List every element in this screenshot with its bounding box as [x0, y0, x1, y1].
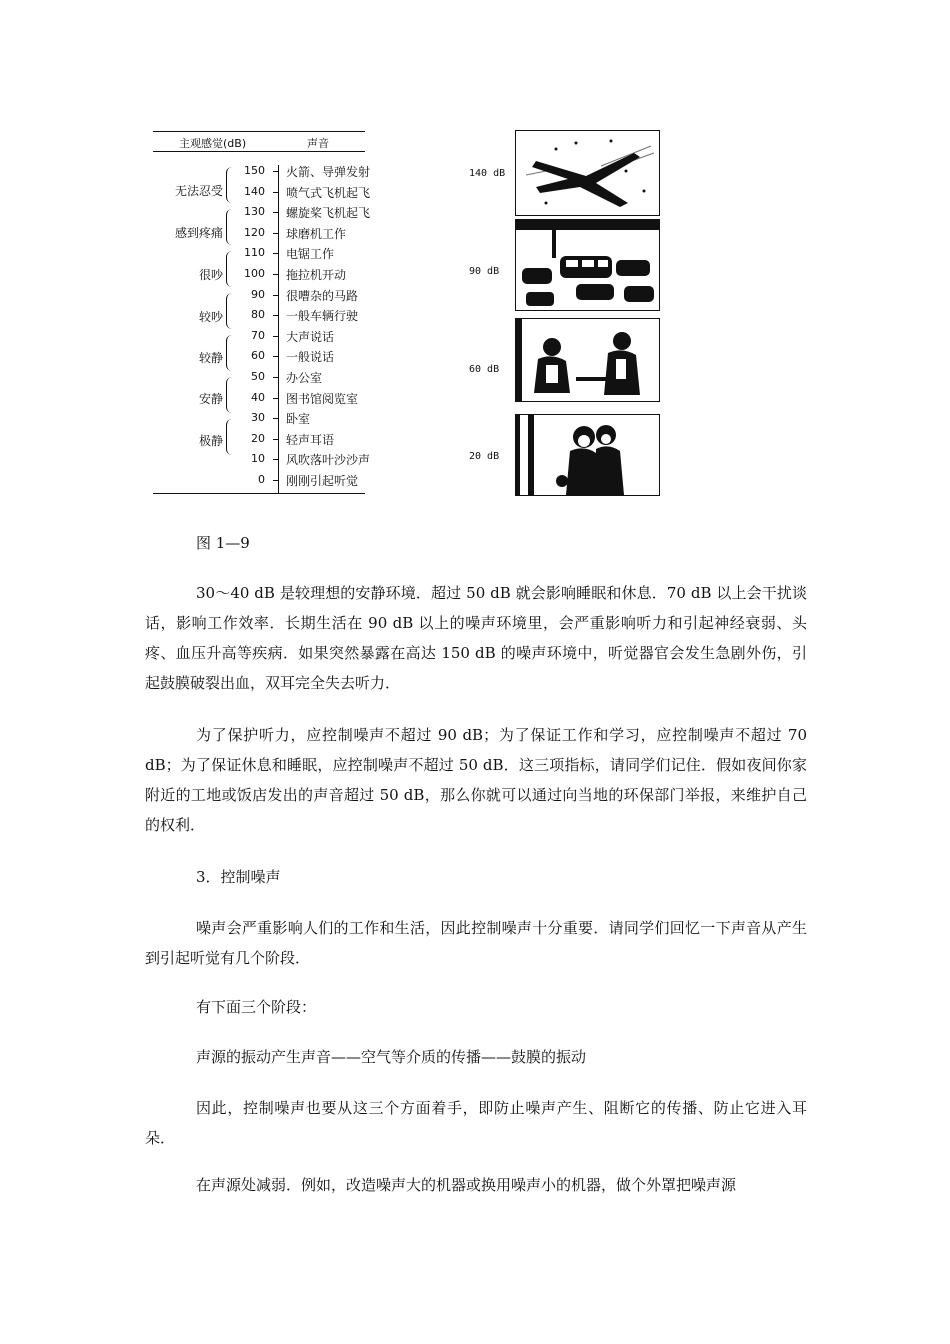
brace-group [226, 209, 235, 245]
sound-source: 电锯工作 [286, 247, 335, 262]
feeling-label: 感到疼痛 [174, 226, 223, 240]
whispering-couple-illustration [515, 414, 660, 496]
brace-group [226, 419, 235, 455]
sound-source: 很嘈杂的马路 [286, 288, 359, 303]
db-value: 90 [251, 287, 265, 301]
db-value: 10 [251, 452, 265, 466]
db-value: 150 [244, 164, 265, 177]
sound-source: 卧室 [286, 412, 311, 427]
illustration-label: 60 dB [469, 364, 500, 375]
db-value: 30 [251, 411, 265, 425]
sound-source: 风吹落叶沙沙声 [286, 453, 371, 468]
table-bottom-rule [153, 493, 365, 494]
scale-tick [273, 192, 279, 193]
db-value: 100 [244, 267, 265, 280]
sound-source: 轻声耳语 [286, 432, 335, 447]
scale-tick [273, 480, 279, 481]
db-value: 140 [244, 184, 265, 198]
people-talking-illustration [515, 318, 660, 402]
db-value: 130 [244, 205, 265, 219]
brace-group [226, 251, 235, 287]
sound-source: 螺旋桨飞机起飞 [286, 206, 371, 221]
busy-traffic-illustration [515, 219, 660, 311]
db-value: 20 [251, 431, 265, 445]
db-value: 50 [251, 370, 265, 383]
jet-airplane-illustration [515, 130, 660, 216]
scale-axis [278, 165, 279, 494]
brace-group [226, 293, 235, 329]
header-feeling: 主观感觉(dB) [179, 137, 247, 150]
scale-tick [273, 171, 279, 172]
sound-source: 办公室 [286, 371, 323, 385]
scale-tick [273, 212, 279, 213]
feeling-label: 很吵 [198, 268, 223, 282]
illustration-label: 90 dB [469, 266, 500, 277]
scale-tick [273, 418, 279, 419]
sound-source: 拖拉机开动 [286, 268, 347, 282]
db-value: 120 [244, 225, 265, 239]
illustration-label: 140 dB [469, 168, 506, 179]
scale-tick [273, 356, 279, 357]
sound-source: 一般车辆行驶 [286, 309, 359, 324]
paragraph: 30～40 dB 是较理想的安静环境．超过 50 dB 就会影响睡眠和休息．70 dB 以上会干扰谈话，影响工作效率．长期生活在 90 dB 以上的噪声环境里，会严重影响听力和引起神经衰弱、头疼、血压升高等疾病．如果突然暴露在高达 150 dB 的噪声环境中，听觉器官会发生急剧外伤，引起鼓膜破裂出血，双耳完全失去听力． [145, 584, 807, 692]
sound-source: 球磨机工作 [286, 226, 347, 241]
table-top-rule [153, 131, 365, 132]
sound-source: 喷气式飞机起飞 [286, 185, 371, 200]
paragraph: 因此，控制噪声也要从这三个方面着手，即防止噪声产生、阻断它的传播、防止它进入耳朵． [145, 1099, 807, 1147]
db-value: 40 [251, 390, 265, 404]
brace-group [226, 167, 235, 203]
figure-caption: 图 1—9 [196, 534, 250, 552]
scale-tick [273, 377, 279, 378]
paragraph: 噪声会严重影响人们的工作和生活，因此控制噪声十分重要．请同学们回忆一下声音从产生到引起听觉有几个阶段． [145, 919, 807, 967]
feeling-label: 极静 [198, 434, 223, 448]
sound-source: 一般说话 [286, 350, 335, 365]
sound-source: 火箭、导弹发射 [286, 165, 371, 179]
feeling-label: 较静 [198, 351, 223, 365]
scale-tick [273, 233, 279, 234]
paragraph: 在声源处减弱．例如，改造噪声大的机器或换用噪声小的机器，做个外罩把噪声源 [196, 1176, 737, 1194]
paragraph: 有下面三个阶段： [196, 998, 317, 1016]
db-value: 60 [251, 349, 265, 363]
sound-source: 大声说话 [286, 329, 335, 344]
scale-tick [273, 253, 279, 254]
db-value: 70 [251, 328, 265, 342]
scale-tick [273, 398, 279, 399]
scale-tick [273, 315, 279, 316]
db-value: 110 [244, 246, 265, 260]
scale-tick [273, 274, 279, 275]
sound-source: 刚刚引起听觉 [286, 474, 359, 488]
scale-tick [273, 336, 279, 337]
feeling-label: 安静 [198, 392, 223, 406]
brace-group [226, 335, 235, 371]
db-value: 0 [258, 473, 265, 486]
sound-source: 图书馆阅览室 [286, 391, 359, 406]
scale-tick [273, 439, 279, 440]
noise-level-table [153, 131, 371, 494]
scale-tick [273, 295, 279, 296]
scale-tick [273, 459, 279, 460]
paragraph: 声源的振动产生声音——空气等介质的传播——鼓膜的振动 [196, 1048, 587, 1066]
table-header-rule [153, 151, 365, 152]
section-heading: 3．控制噪声 [196, 868, 281, 886]
illustration-label: 20 dB [469, 451, 500, 462]
db-value: 80 [251, 308, 265, 322]
feeling-label: 无法忍受 [174, 184, 223, 198]
brace-group [226, 377, 235, 413]
header-sound: 声音 [307, 137, 329, 150]
paragraph: 为了保护听力，应控制噪声不超过 90 dB；为了保证工作和学习，应控制噪声不超过 70 dB；为了保证休息和睡眠，应控制噪声不超过 50 dB．这三项指标，请同学们记住．假如夜间你家附近的工地或饭店发出的声音超过 50 dB，那么你就可以通过向当地的环保部门举报，来维护自己的权利． [145, 726, 807, 834]
feeling-label: 较吵 [198, 310, 223, 324]
